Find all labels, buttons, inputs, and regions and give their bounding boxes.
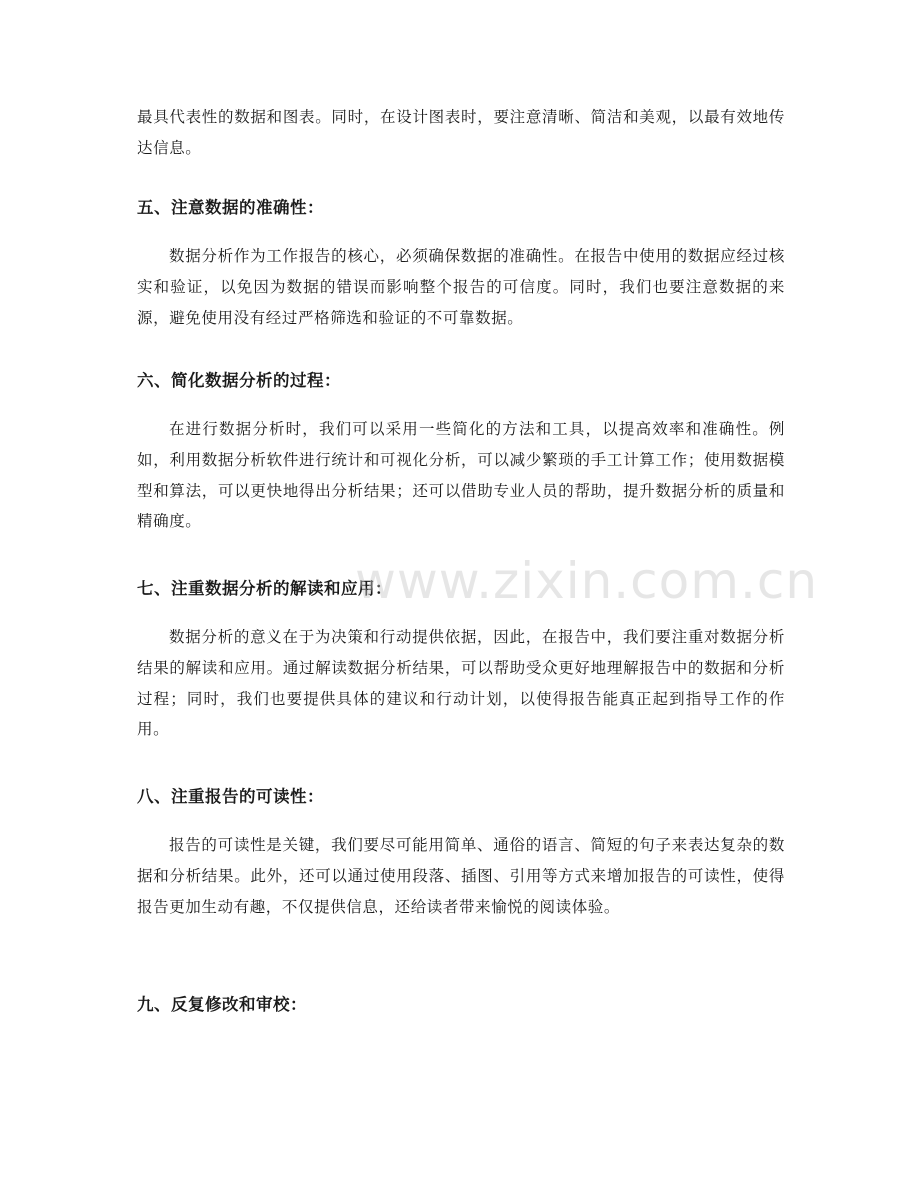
heading-section-8: 八、注重报告的可读性：: [137, 787, 324, 806]
paragraph-section-7: 数据分析的意义在于为决策和行动提供依据，因此，在报告中，我们要注重对数据分析结果的解读和应用。通过解读数据分析结果，可以帮助受众更好地理解报告中的数据和分析过程；同时，我们也要提供具体的建议和行动计划，以使得报告能真正起到指导工作的作用。: [137, 628, 785, 739]
paragraph-section-8: 报告的可读性是关键，我们要尽可能用简单、通俗的语言、简短的句子来表达复杂的数据和分析结果。此外，还可以通过使用段落、插图、引用等方式来增加报告的可读性，使得报告更加生动有趣，不仅提供信息，还给读者带来愉悦的阅读体验。: [137, 836, 785, 916]
heading-section-6: 六、简化数据分析的过程：: [137, 371, 341, 390]
paragraph-section-5: 数据分析作为工作报告的核心，必须确保数据的准确性。在报告中使用的数据应经过核实和验证，以免因为数据的错误而影响整个报告的可信度。同时，我们也要注意数据的来源，避免使用没有经过严格筛选和验证的不可靠数据。: [137, 247, 785, 327]
heading-section-5: 五、注意数据的准确性：: [137, 198, 324, 217]
heading-section-7: 七、注重数据分析的解读和应用：: [137, 579, 392, 598]
heading-section-9: 九、反复修改和审校：: [137, 995, 307, 1014]
paragraph-intro: 最具代表性的数据和图表。同时，在设计图表时，要注意清晰、简洁和美观，以最有效地传达信息。: [137, 108, 785, 157]
watermark-text: www.zixin.com.cn: [355, 552, 819, 610]
paragraph-section-6: 在进行数据分析时，我们可以采用一些简化的方法和工具，以提高效率和准确性。例如，利用数据分析软件进行统计和可视化分析，可以减少繁琐的手工计算工作；使用数据模型和算法，可以更快地得出分析结果；还可以借助专业人员的帮助，提升数据分析的质量和精确度。: [137, 420, 785, 531]
